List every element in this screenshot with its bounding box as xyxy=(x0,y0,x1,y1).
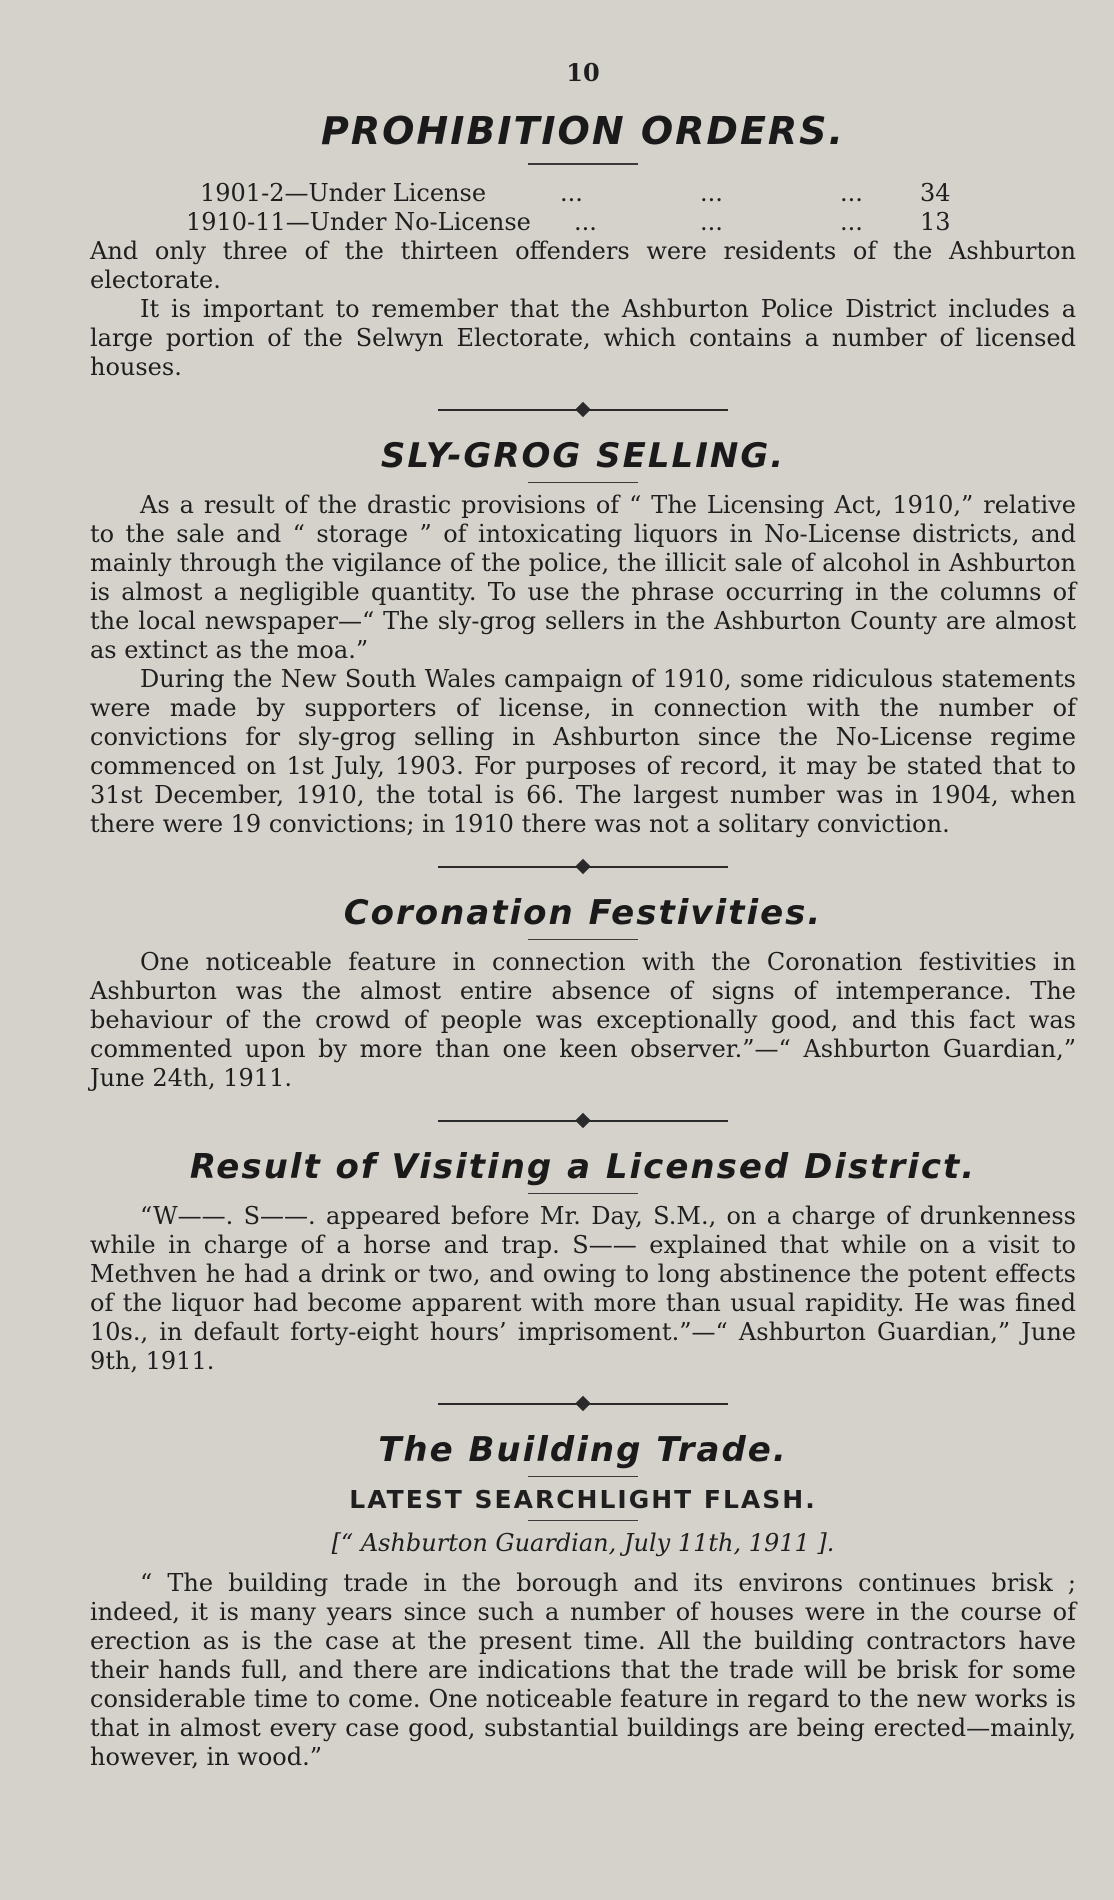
leader-dots: ... xyxy=(574,208,597,236)
section-sly-grog-selling xyxy=(90,436,1076,839)
stats-table xyxy=(90,179,1076,237)
leader-dots: ... xyxy=(840,179,863,207)
section-subtitle: LATEST SEARCHLIGHT FLASH. xyxy=(349,1485,817,1514)
paragraph: And only three of the thirteen offenders were residents of the Ashburton electorate. xyxy=(90,237,1076,294)
diamond-ornament-icon xyxy=(575,1113,591,1129)
paragraph: During the New South Wales campaign of 1910, some ridiculous statements were made by supporters of license, in connection with the number of convictions for sly-grog selling in Ashburton since the No-License regime commenced on 1st July, 1903. For purposes of record, it may be stated that to 31st December, 1910, the total is 66. The largest number was in 1904, when there were 19 convictions; in 1910 there was not a solitary conviction. xyxy=(90,665,1076,838)
stat-label: 1901-2—Under License xyxy=(200,179,487,207)
stat-value: 34 xyxy=(920,179,951,207)
section-title: Result of Visiting a Licensed District. xyxy=(189,1147,977,1187)
leader-dots: ... xyxy=(700,179,723,207)
stat-row xyxy=(186,208,1076,237)
paragraph: One noticeable feature in connection with the Coronation festivities in Ashburton was the almost entire absence of signs of intemperance. The behaviour of the crowd of people was exceptionally good, and this fact was commented upon by more than one keen observer.”—“ Ashburton Guardian,” June 24th, 1911. xyxy=(90,948,1076,1092)
section-title: SLY-GROG SELLING. xyxy=(380,436,786,476)
diamond-ornament-icon xyxy=(575,402,591,418)
section-building-trade xyxy=(90,1430,1076,1772)
source-citation: [“ Ashburton Guardian, July 11th, 1911 ]. xyxy=(331,1529,835,1557)
leader-dots: ... xyxy=(560,179,583,207)
paragraph: “W——. S——. appeared before Mr. Day, S.M., on a charge of drunkenness while in charge of a horse and trap. S—— explained that while on a visit to Methven he had a drink or two, and owing to long abstinence the potent effects of the liquor had become apparent with more than usual rapidity. He was fined 10s., in default forty-eight hours’ imprisoment.”—“ Ashburton Guardian,” June 9th, 1911. xyxy=(90,1202,1076,1375)
section-prohibition-orders xyxy=(90,109,1076,382)
stat-label: 1910-11—Under No-License xyxy=(186,208,531,236)
leader-dots: ... xyxy=(840,208,863,236)
diamond-ornament-icon xyxy=(575,859,591,875)
subtitle-underline xyxy=(528,1520,638,1521)
section-title: The Building Trade. xyxy=(378,1430,788,1470)
section-visiting-licensed-district xyxy=(90,1147,1076,1376)
paragraph: As a result of the drastic provisions of “ The Licensing Act, 1910,” relative to the sale and “ storage ” of intoxicating liquors in No-License districts, and mainly through the vigilance of the police, the illicit sale of alcohol in Ashburton is almost a negligible quantity. To use the phrase occurring in the columns of the local newspaper—“ The sly-grog sellers in the Ashburton County are almost as extinct as the moa.” xyxy=(90,491,1076,664)
diamond-ornament-icon xyxy=(575,1396,591,1412)
stat-row xyxy=(200,179,1076,208)
section-divider xyxy=(438,1113,728,1129)
section-title: PROHIBITION ORDERS. xyxy=(321,109,845,153)
title-underline xyxy=(528,482,638,483)
paragraph: It is important to remember that the Ashburton Police District includes a large portion of the Selwyn Electorate, which contains a number of licensed houses. xyxy=(90,295,1076,381)
title-underline xyxy=(528,939,638,940)
section-divider xyxy=(438,859,728,875)
page-number: 10 xyxy=(566,58,600,87)
title-underline xyxy=(528,1193,638,1194)
section-coronation-festivities xyxy=(90,893,1076,1093)
paragraph: “ The building trade in the borough and its environs continues brisk ; indeed, it is many years since such a number of houses were in the course of erection as is the case at the present time. All the building contractors have their hands full, and there are indications that the trade will be brisk for some considerable time to come. One noticeable feature in regard to the new works is that in almost every case good, substantial buildings are being erected—mainly, however, in wood.” xyxy=(90,1569,1076,1771)
section-title: Coronation Festivities. xyxy=(343,893,823,933)
section-divider xyxy=(438,1396,728,1412)
leader-dots: ... xyxy=(700,208,723,236)
title-underline xyxy=(528,163,638,165)
section-divider xyxy=(438,402,728,418)
stat-value: 13 xyxy=(920,208,951,236)
title-underline xyxy=(528,1476,638,1477)
